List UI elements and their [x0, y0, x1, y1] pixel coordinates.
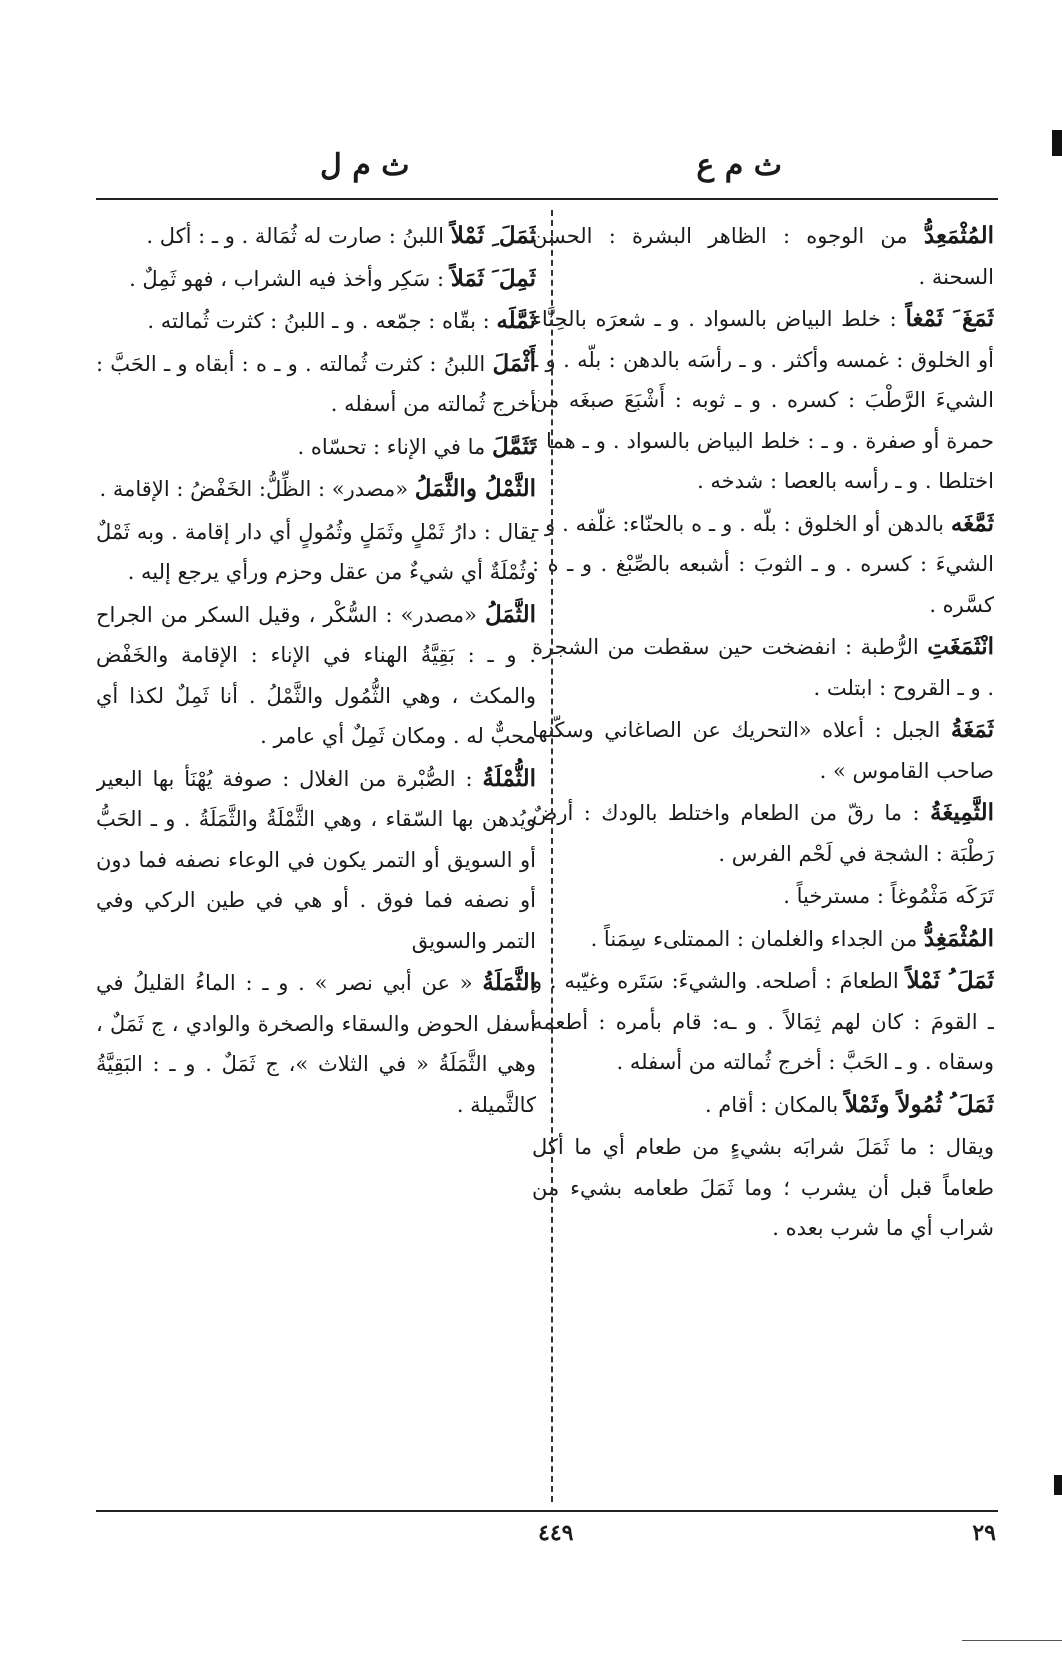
headword: ثَمَّلَه — [496, 307, 536, 334]
headword: ثَمِلَ َ ثَمَلاً — [450, 264, 536, 292]
left-column — [96, 216, 536, 1506]
definition: بالمكان : أقام . — [704, 1092, 845, 1117]
definition: «مصدر» : السُّكْر ، وقيل السكر من الجراح . و ـ : بَقِيَّةُ الهناء في الإناء : الإقامة والخَفْض والمكث ، وهي الثُّمُول والثَّمْلُ . أنا ثَمِلٌ لكذا أي محبٌّ له . ومكان ثَمِلٌ أي عامر . — [96, 602, 536, 748]
dictionary-entry — [532, 793, 994, 874]
definition: : الصُّبْرة من الغلال : صوفة يُهْنَأ بها البعير ويُدهن بها السّقاء ، وهي الثَّمْلَةُ والثَّمَلَةُ . و ـ الحَبُّ أو السويق أو التمر يكون في الوعاء نصفه فما دون أو نصفه فما فوق . أو هي في طين الركي وفي التمر والسويق — [96, 766, 536, 953]
top-rule — [96, 198, 998, 200]
footer-rule — [962, 1640, 1062, 1641]
headword: أَثْمَلَ — [492, 349, 536, 377]
root-heading-left: ث م ل — [320, 148, 410, 183]
page-number: ٢٩ — [972, 1520, 996, 1546]
definition: ما في الإناء : تحسّاه . — [297, 434, 492, 459]
definition: : ما رقّ من الطعام واختلط بالودك : أرضٌ رَطْبَة : الشجة في لَحْم الفرس . — [532, 801, 994, 866]
page-number: ٤٤٩ — [538, 1520, 574, 1546]
headword: ثَمَغَةُ — [950, 716, 994, 743]
definition: الطعامَ : أصلحه. والشيءَ: سَتَره وغيّبه . و ـ القومَ : كان لهم ثِمَالاً . و ـه: قام بأمره : أطعمه وسقاه . و ـ الحَبَّ : أخرج ثُمالته من أسفله . — [532, 969, 994, 1074]
dictionary-entry — [532, 961, 994, 1083]
headword: ثَمَلَ ُ ثُمُولاً وثَمْلاً — [844, 1090, 994, 1118]
headword: ثَمَغَ َ ثَمْغاً — [905, 305, 994, 332]
column-divider — [551, 210, 553, 1502]
headword: ثَمَلَ ِ ثَمْلاً — [450, 222, 536, 249]
bottom-rule — [96, 1510, 998, 1512]
dictionary-entry — [96, 301, 536, 342]
scan-edge-mark — [1054, 1475, 1062, 1495]
headword: الثَّمْلُ والثَّمَلُ — [414, 475, 536, 502]
definition: : خلط البياض بالسواد . و ـ شعرَه بالحِنَّاء أو الخلوق : غمسه وأكثر . و ـ رأسَه بالدهن : بلّه . و ـ الشيءَ الرَّطْبَ : كسره . و ـ ثوبه : أَشْبَعَ صبغَه من حمرة أو صفرة . و ـ : خلط البياض بالسواد . و ـ هما : اختلطا . و ـ رأسه بالعصا : شدخه . — [532, 307, 994, 493]
definition: بالدهن أو الخلوق : بلّه . و ـ ه بالحنّاء: غلّفه . و ـ الشيءَ : كسره . و ـ الثوبَ : أشبعه بالصِّبْغ . و ـ ه : كسَّره . — [532, 511, 994, 617]
definition: « عن أبي نصر » . و ـ : الماءُ القليلُ في أسفل الحوض والسقاء والصخرة والوادي ، ج ثَمَلٌ ، وهي الثَّمَلَةُ « في الثلاث »، ج ثَمَلٌ . و ـ : البَقِيَّةُ كالثَّميلة . — [96, 971, 536, 1117]
headword: الثَّمَلَةُ — [482, 969, 536, 996]
dictionary-entry — [96, 595, 536, 757]
definition: «مصدر» : الظِّلُّ: الخَفْضُ : الإقامة . — [99, 477, 415, 501]
dictionary-entry — [96, 512, 536, 593]
definition: من الجداء والغلمان : الممتلىء سِمَناً . — [590, 926, 924, 951]
dictionary-entry — [532, 710, 994, 791]
dictionary-entry — [532, 299, 994, 502]
dictionary-entry — [532, 216, 994, 297]
definition: يقال : دارُ ثَمْلٍ وثَمَلٍ وثُمُولٍ أي دار إقامة . وبه ثَمْلٌ وثُمْلَةٌ أي شيءٌ من عقل وحزم ورأي يرجع إليه . — [96, 519, 536, 584]
dictionary-entry — [532, 1085, 994, 1126]
dictionary-entry — [532, 504, 994, 626]
headword: المُثْمَغِدُّ — [923, 924, 994, 952]
dictionary-entry — [532, 919, 994, 960]
headword: انْثَمَغَتِ — [927, 633, 994, 660]
definition: ويقال : ما ثَمَلَ شرابَه بشيءٍ من طعام أي ما أكل طعاماً قبل أن يشرب ؛ وما ثَمَلَ طعامه بشيء من شراب أي ما شرب بعده . — [532, 1135, 994, 1240]
root-heading-right: ث م ع — [696, 148, 782, 183]
definition: اللبنُ : كثرت ثُمالته . و ـ ه : أبقاه و ـ الحَبَّ : أخرج ثُمالته من أسفله . — [96, 351, 536, 416]
headword: تَثَمَّلَ — [491, 432, 536, 460]
definition: اللبنُ : صارت له ثُمَالة . و ـ : أكل . — [146, 224, 451, 248]
dictionary-entry — [532, 627, 994, 708]
dictionary-entry — [96, 759, 536, 962]
dictionary-entry — [532, 1127, 994, 1249]
dictionary-entry — [96, 427, 536, 468]
scan-edge-mark — [1052, 130, 1062, 156]
dictionary-entry — [96, 216, 536, 257]
headword: المُثْمَعِدُّ — [923, 222, 994, 249]
dictionary-entry — [96, 469, 536, 510]
dictionary-entry — [96, 344, 536, 425]
definition: الرُّطبة : انفضخت حين سقطت من الشجرة . و ـ القروح : ابتلت . — [532, 635, 994, 700]
headword: ثَمَّغَه — [950, 509, 994, 537]
dictionary-entry — [96, 259, 536, 300]
headword: الثُّمْلَةُ — [482, 764, 536, 792]
headword: الثَّمَلُ — [484, 600, 536, 628]
definition: تَرَكَه مَثْمُوغاً : مسترخياً . — [783, 884, 994, 908]
dictionary-entry — [96, 963, 536, 1125]
right-column — [532, 216, 994, 1506]
headword: ثَمَلَ ُ ثَمْلاً — [906, 967, 994, 994]
headword: الثَّمِيغَةُ — [929, 799, 994, 826]
definition: من الوجوه : الظاهر البشرة : الحسن السحنة . — [532, 224, 994, 289]
definition: : سَكِر وأخذ فيه الشراب ، فهو ثَمِلٌ . — [129, 266, 451, 291]
definition: الجبل : أعلاه «التحريك عن الصاغاني وسكّنها صاحب القاموس » . — [532, 718, 994, 783]
dictionary-entry — [532, 876, 994, 917]
definition: : بقّاه : جمّعه . و ـ اللبنُ : كثرت ثُمالته . — [147, 309, 497, 333]
